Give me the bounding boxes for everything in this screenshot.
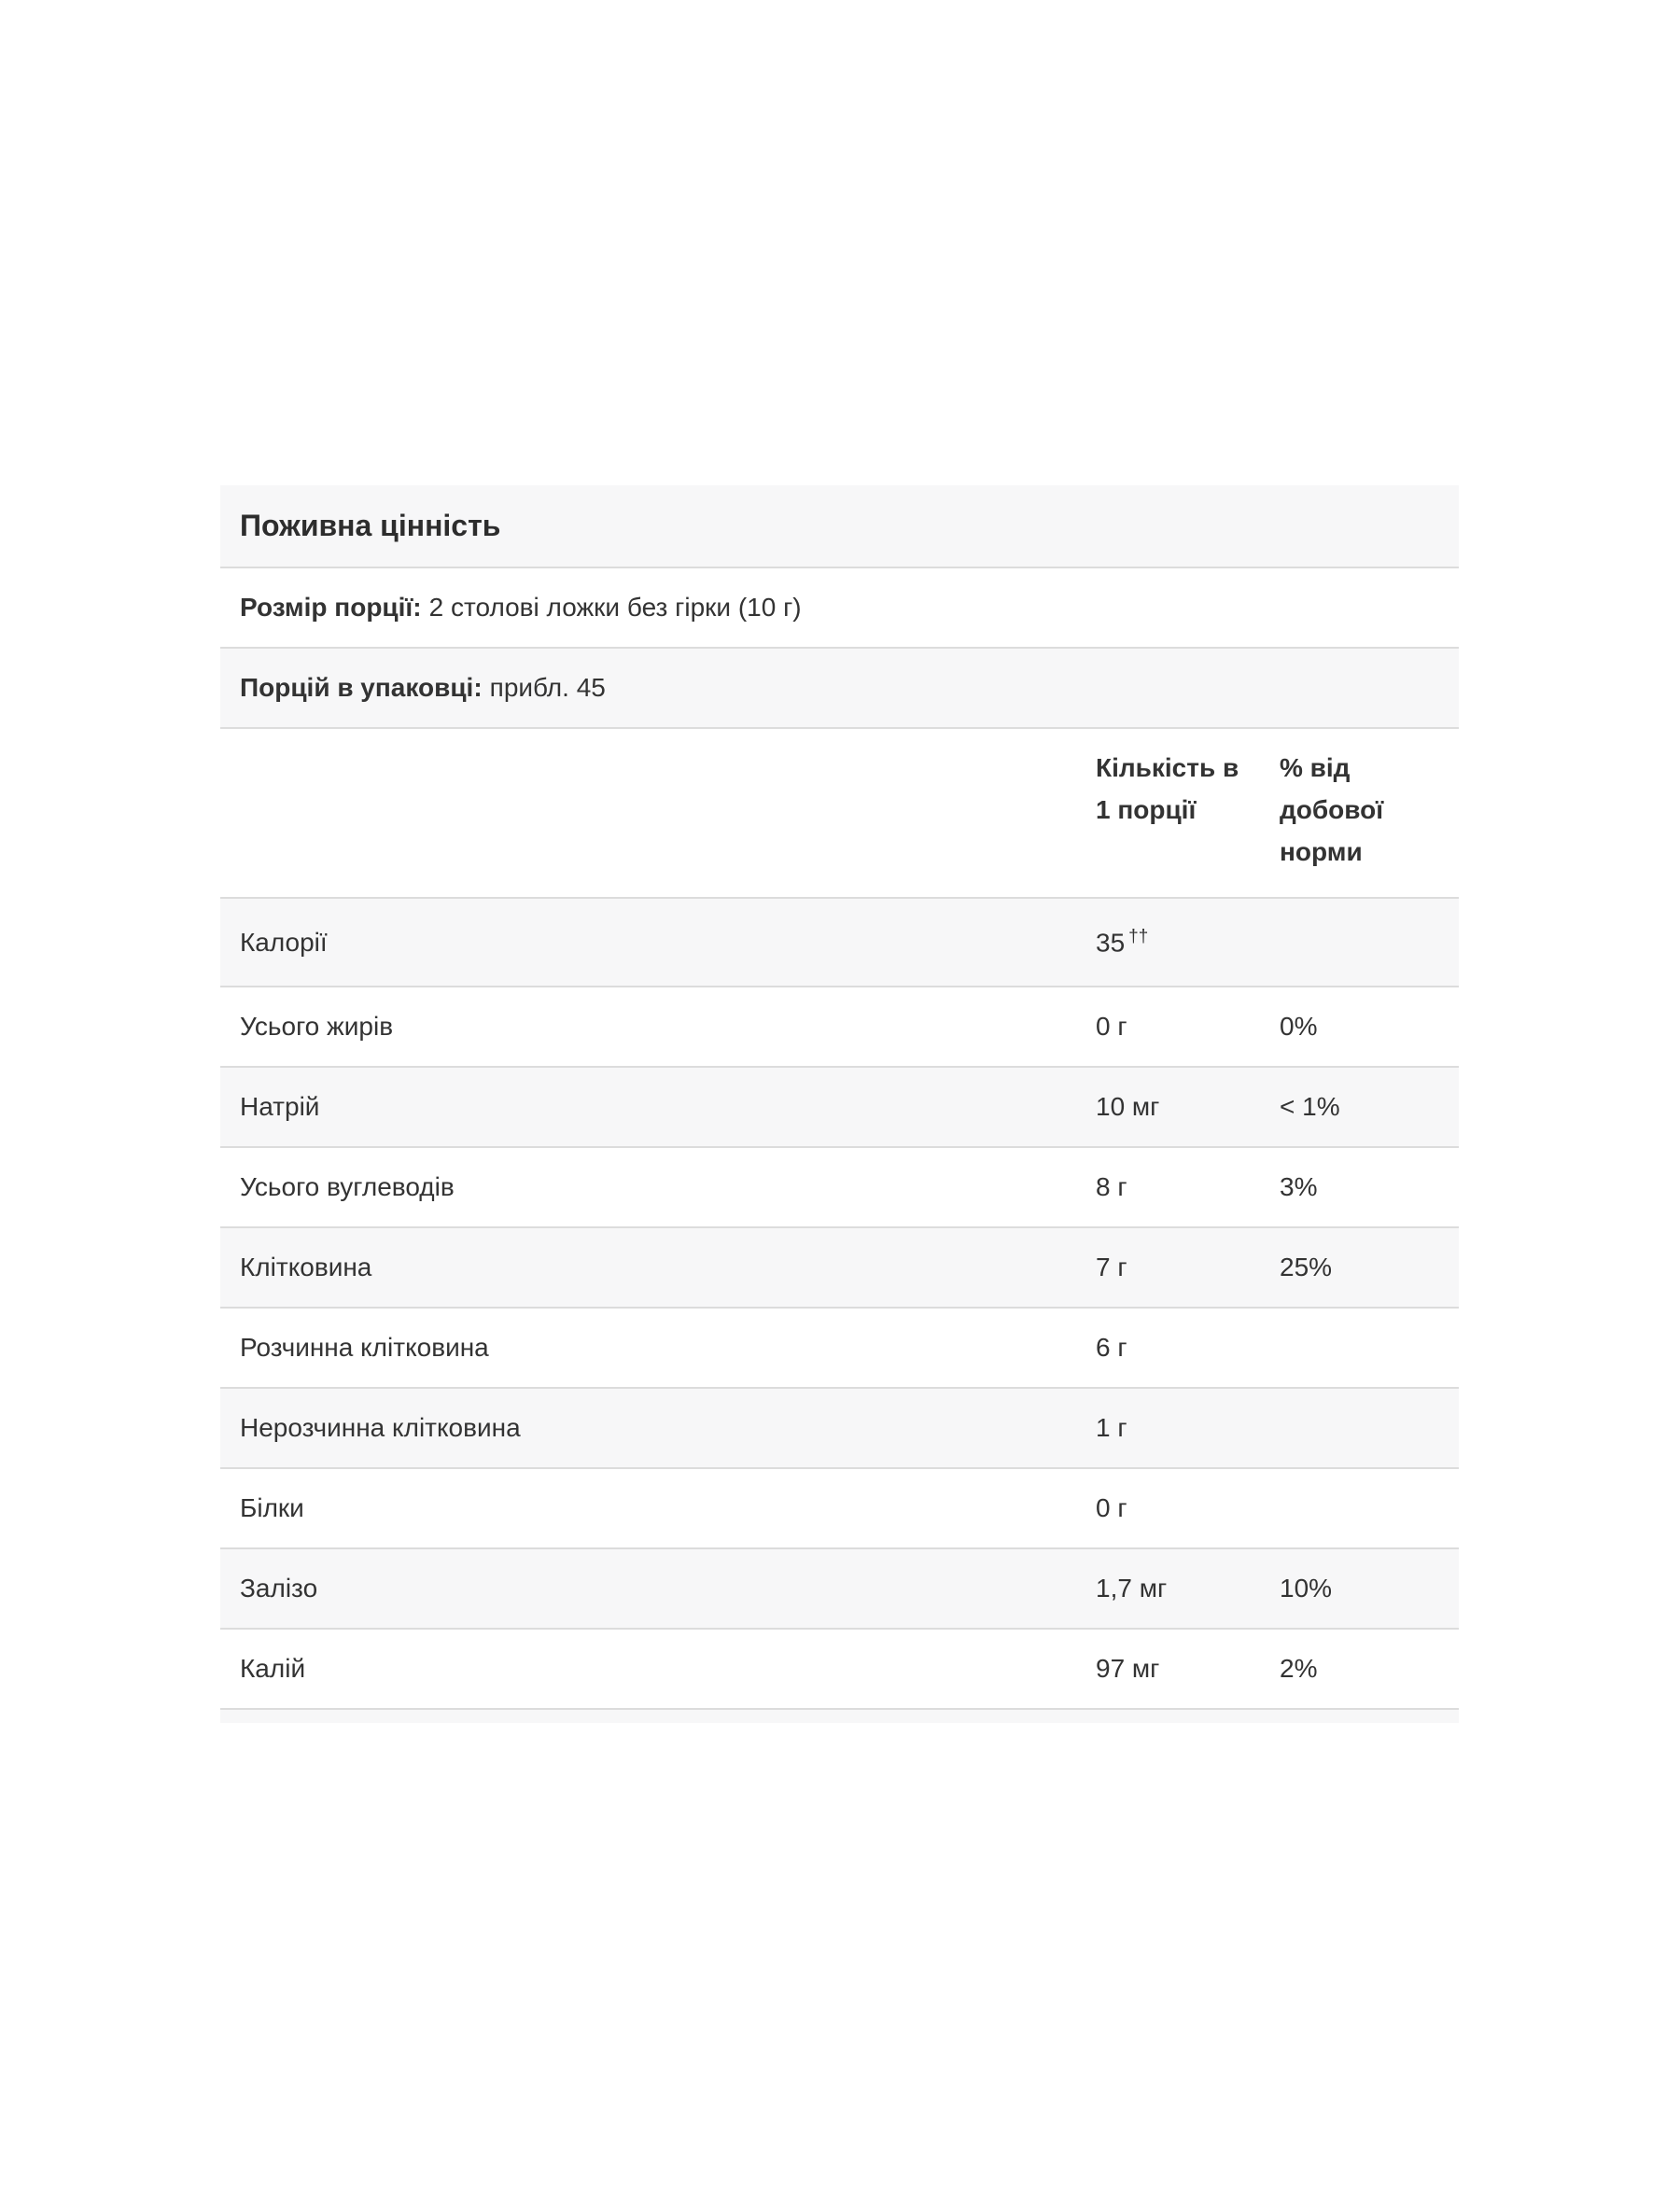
nutrient-label: Усього вуглеводів: [240, 1172, 455, 1201]
amount-header-line: Кількість в: [1096, 753, 1239, 782]
nutrient-row-sodium: [220, 1066, 1459, 1146]
percent-column-header: [1280, 747, 1459, 873]
nutrient-row-protein: [220, 1467, 1459, 1547]
nutrient-label: Натрій: [240, 1092, 320, 1121]
nutrient-label: Калій: [240, 1654, 306, 1683]
nutrient-amount: 1,7 мг: [1096, 1574, 1168, 1603]
nutrient-amount: 8 г: [1096, 1172, 1127, 1201]
amount-column-header: [1096, 747, 1280, 873]
servings-per-container-row: [220, 647, 1459, 727]
nutrient-row-calories: [220, 897, 1459, 986]
table-title: Поживна цінність: [240, 509, 501, 542]
nutrient-row-iron: [220, 1547, 1459, 1628]
nutrient-percent: < 1%: [1280, 1092, 1340, 1121]
nutrient-row-fiber: [220, 1226, 1459, 1307]
amount-value: 35: [1096, 928, 1126, 958]
servings-per-container-value: прибл. 45: [489, 673, 606, 702]
servings-per-container-label: Порцій в упаковці:: [240, 673, 483, 702]
nutrient-amount: [1096, 927, 1280, 958]
nutrient-percent: 3%: [1280, 1172, 1318, 1201]
nutrient-label: Калорії: [240, 927, 328, 957]
percent-header-line: норми: [1280, 837, 1363, 866]
nutrient-row-insoluble-fiber: [220, 1387, 1459, 1467]
nutrient-row-soluble-fiber: [220, 1307, 1459, 1387]
table-title-row: [220, 485, 1459, 567]
nutrient-amount: 10 мг: [1096, 1092, 1160, 1121]
percent-header-line: % від: [1280, 753, 1351, 782]
table-footer-strip: [220, 1708, 1459, 1723]
nutrient-label: Усього жирів: [240, 1012, 394, 1041]
serving-size-row: [220, 567, 1459, 647]
nutrient-amount: 1 г: [1096, 1413, 1127, 1442]
nutrient-label: Клітковина: [240, 1253, 372, 1281]
nutrient-row-potassium: [220, 1628, 1459, 1708]
nutrient-row-total-carbs: [220, 1146, 1459, 1226]
nutrient-amount: 7 г: [1096, 1253, 1127, 1281]
nutrient-percent: 2%: [1280, 1654, 1318, 1683]
nutrient-percent: 0%: [1280, 1012, 1318, 1041]
nutrient-percent: 25%: [1280, 1253, 1333, 1281]
nutrient-label: Розчинна клітковина: [240, 1333, 489, 1362]
empty-header-cell: [220, 747, 1096, 873]
daggers-superscript: ††: [1128, 926, 1149, 946]
nutrient-percent: 10%: [1280, 1574, 1333, 1603]
nutrient-amount: 0 г: [1096, 1012, 1127, 1041]
nutrient-amount: 6 г: [1096, 1333, 1127, 1362]
nutrient-amount: 0 г: [1096, 1493, 1127, 1522]
serving-size-value: 2 столові ложки без гірки (10 г): [428, 593, 802, 622]
percent-header-line: добової: [1280, 795, 1384, 824]
nutrition-facts-table: [220, 485, 1459, 1723]
nutrient-row-total-fat: [220, 986, 1459, 1066]
nutrient-label: Білки: [240, 1493, 304, 1522]
serving-size-label: Розмір порції:: [240, 593, 422, 622]
nutrient-label: Нерозчинна клітковина: [240, 1413, 521, 1442]
nutrient-amount: 97 мг: [1096, 1654, 1160, 1683]
column-headers-row: [220, 727, 1459, 897]
nutrient-label: Залізо: [240, 1574, 318, 1603]
amount-header-line: 1 порції: [1096, 795, 1197, 824]
